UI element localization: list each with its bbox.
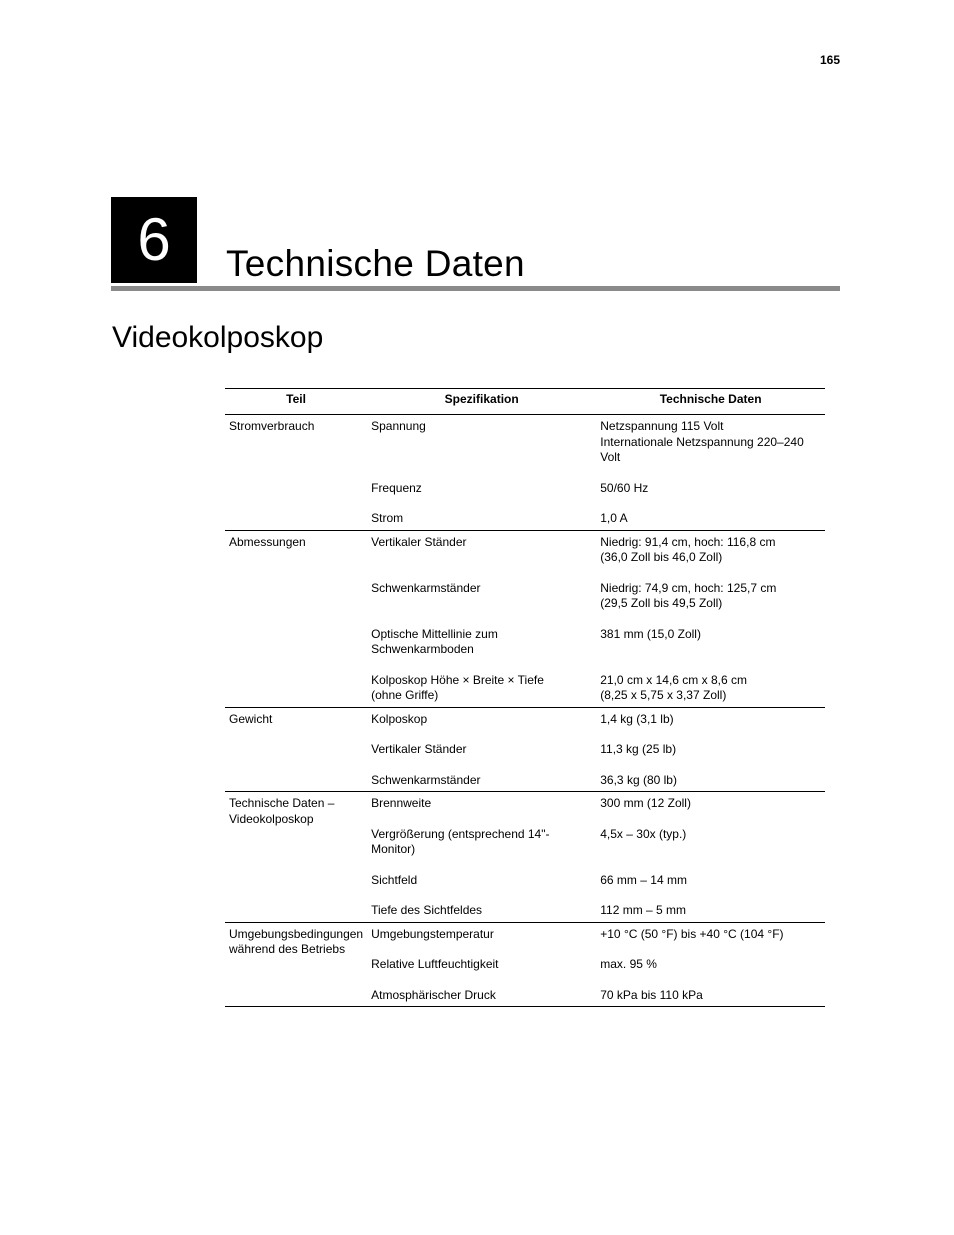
cell-spec: Schwenkarmständer [367,758,596,792]
cell-data: Netzspannung 115 Volt Internationale Netzspannung 220–240 Volt [600,419,804,464]
cell-data: 70 kPa bis 110 kPa [596,973,825,1007]
cell-spec: Kolposkop Höhe × Breite × Tiefe (ohne Griffe) [367,658,596,708]
cell-part: Gewicht [225,707,367,792]
table-row [225,792,825,812]
cell-data: 1,4 kg (3,1 lb) [600,711,674,726]
chapter-number-box [111,197,197,283]
cell-spec: Strom [367,496,596,530]
cell-spec: Sichtfeld [371,872,418,887]
cell-spec: Vertikaler Ständer [371,534,467,549]
cell-spec: Frequenz [371,480,422,495]
cell-part: Umgebungsbedingungen während des Betriebs [225,922,367,1007]
cell-spec: Kolposkop [371,711,428,726]
cell-spec: Atmosphärischer Druck [367,973,596,1007]
cell-data: Niedrig: 74,9 cm, hoch: 125,7 cm (29,5 Zoll bis 49,5 Zoll) [600,580,777,610]
cell-spec: Optische Mittellinie zum Schwenkarmboden [371,626,498,656]
cell-spec: Spannung [371,419,426,433]
cell-part: Technische Daten – Videokolposkop [225,792,367,923]
table-row [225,530,825,566]
cell-spec: Relative Luftfeuchtigkeit [371,957,499,971]
cell-data: 4,5x – 30x (typ.) [600,826,687,841]
table-header-row [225,389,825,415]
cell-data: +10 °C (50 °F) bis +40 °C (104 °F) [600,926,784,941]
cell-data: 112 mm – 5 mm [596,888,825,922]
cell-data: 381 mm (15,0 Zoll) [600,626,701,641]
cell-spec: Brennweite [371,796,432,810]
cell-data: 66 mm – 14 mm [600,872,687,887]
cell-data: 50/60 Hz [600,480,649,495]
cell-data: 36,3 kg (80 lb) [596,758,825,792]
table-row [225,922,825,942]
cell-spec: Tiefe des Sichtfeldes [367,888,596,922]
cell-part: Stromverbrauch [225,415,367,531]
cell-data: 1,0 A [596,496,825,530]
header-data: Technische Daten [596,389,825,415]
page-number: 165 [819,53,840,67]
chapter-title: Technische Daten [226,243,525,284]
cell-spec: Vertikaler Ständer [371,742,467,756]
table-row [225,707,825,727]
cell-spec: Vergrößerung (entsprechend 14"-Monitor) [371,826,550,856]
cell-data: 300 mm (12 Zoll) [600,796,691,810]
cell-part: Abmessungen [225,530,367,707]
chapter-number: 6 [137,206,171,273]
cell-data: max. 95 % [600,957,657,971]
spec-table [225,388,825,1007]
chapter-rule [111,286,840,291]
cell-spec: Umgebungstemperatur [371,926,494,941]
spec-table-body [225,415,825,1007]
header-part: Teil [225,389,367,415]
section-title: Videokolposkop [112,321,324,354]
cell-data: Niedrig: 91,4 cm, hoch: 116,8 cm (36,0 Zoll bis 46,0 Zoll) [600,534,776,564]
cell-spec: Schwenkarmständer [371,580,481,595]
cell-data: 11,3 kg (25 lb) [600,742,677,756]
table-row [225,415,825,466]
header-spec: Spezifikation [367,389,596,415]
cell-data: 21,0 cm x 14,6 cm x 8,6 cm (8,25 x 5,75 x 3,37 Zoll) [596,658,825,708]
